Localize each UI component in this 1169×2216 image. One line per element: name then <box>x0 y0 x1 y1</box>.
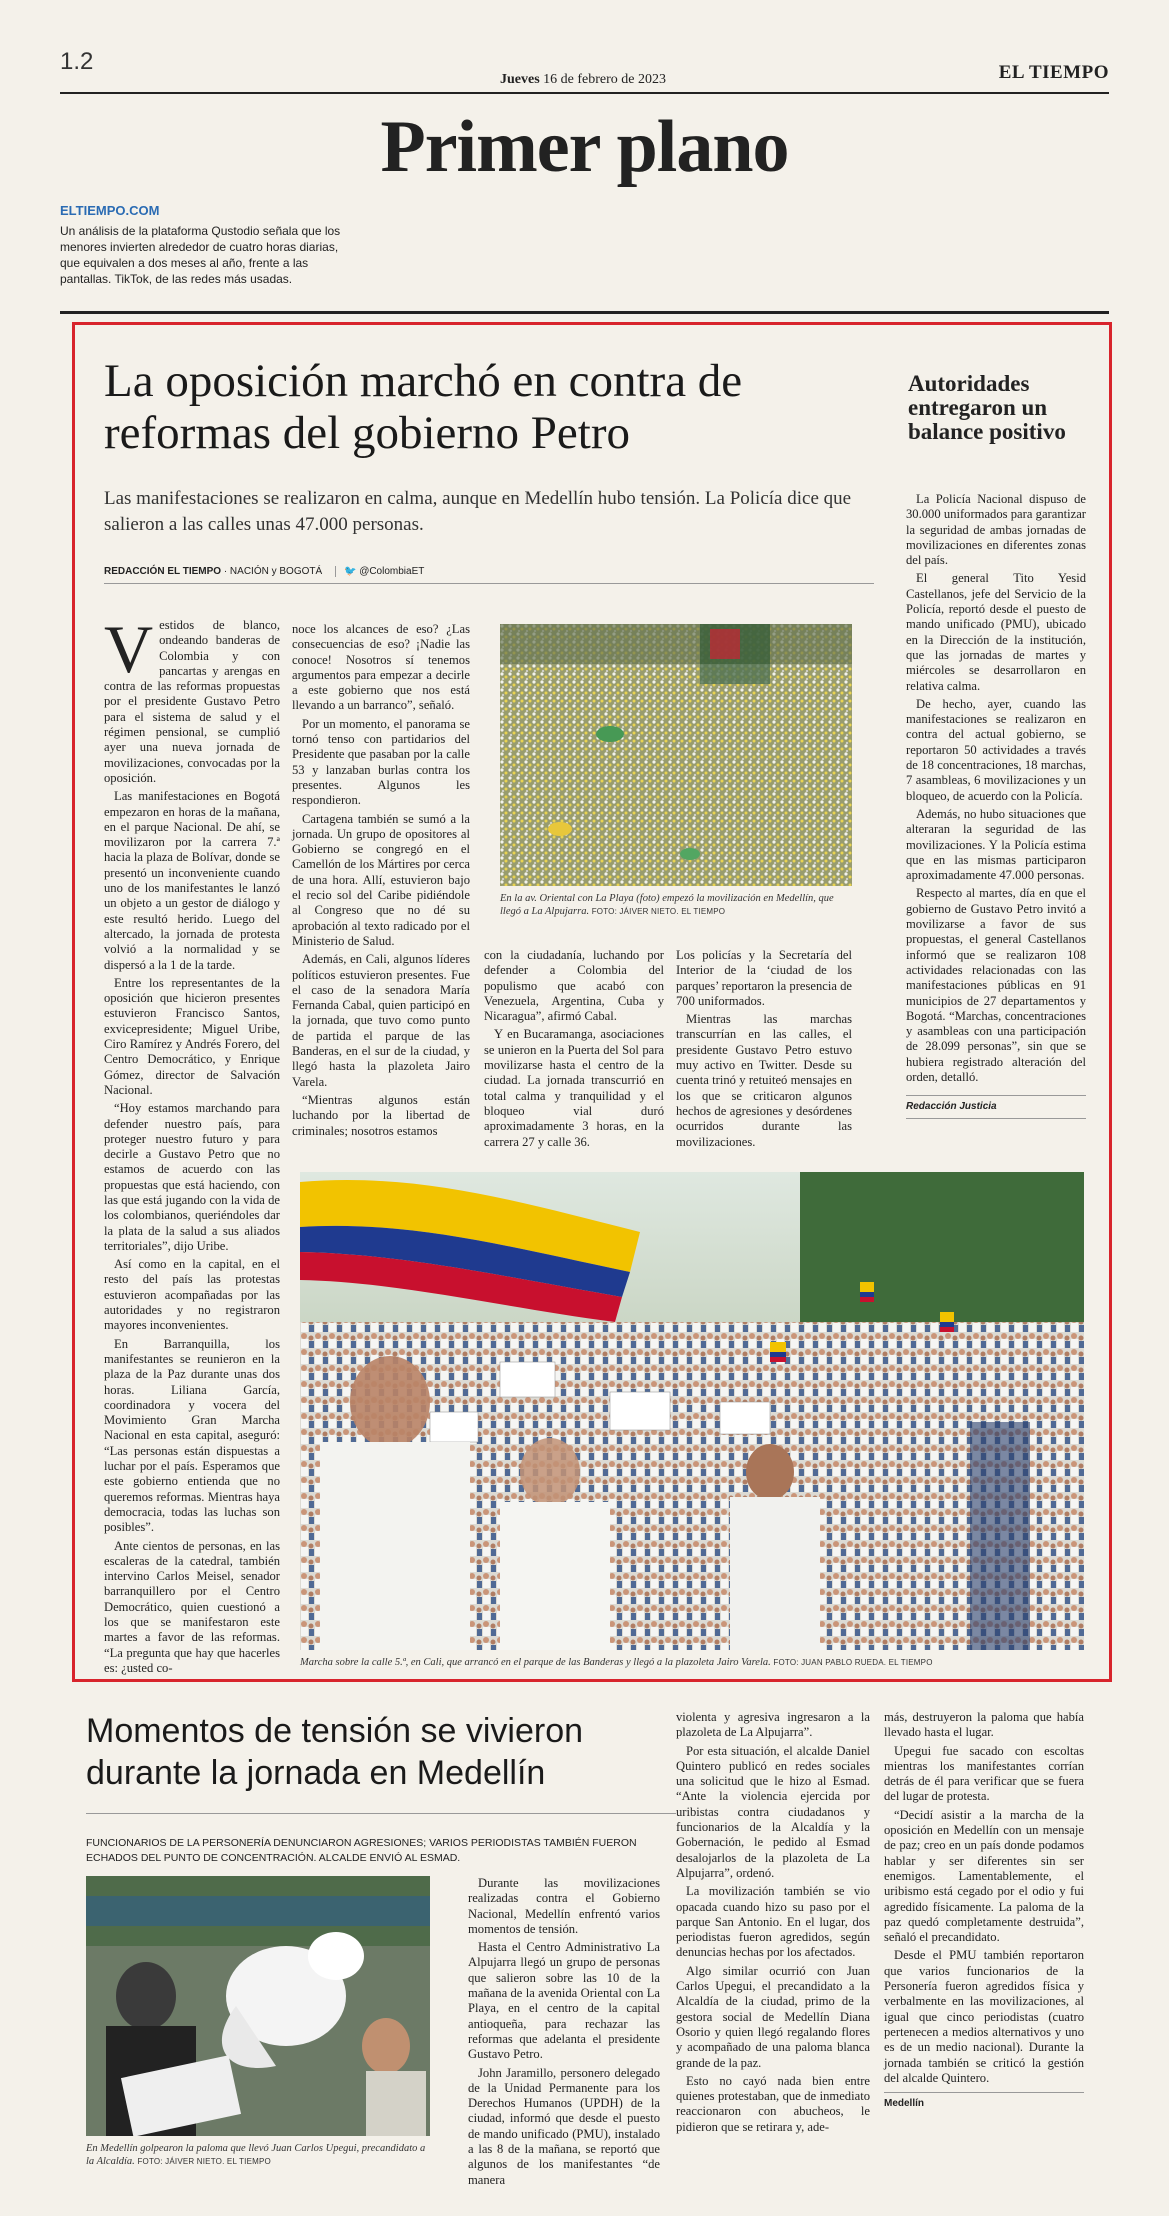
paragraph: Desde el PMU también reportaron que varios funcionarios de la Personería fueron agredidos física y verbalmente en las movilizaciones, al igual que cinco periodistas (cuatro pertenecen a medios alternativos y uno es de un medio nacional). Durante la jornada también se criticó la gestión del alcalde Quintero. <box>884 1948 1084 2085</box>
paragraph: De hecho, ayer, cuando las manifestaciones se realizaron en contra del actual gobierno, se reportaron 50 actividades a través de 18 concentraciones, 18 marchas, 7 asambleas, 6 movilizaciones y un bloqueo, de acuerdo con la Policía. <box>906 696 1086 803</box>
photo1-caption <box>500 892 852 918</box>
section-title: Primer plano <box>380 106 789 188</box>
paragraph: “Hoy estamos marchando para defender nuestro país, para proteger nuestro futuro y para decirle a Gustavo Petro que no estamos de acuerdo con las propuestas que está haciendo, con las que está jugando con la vida de los colombianos, queriéndoles dar la plata de la salud a sus aliados territoriales”, dijo Uribe. <box>104 1101 280 1253</box>
photo-credit: FOTO: JÁIVER NIETO. EL TIEMPO <box>137 2157 271 2166</box>
paragraph: En Barranquilla, los manifestantes se reunieron en la plaza de la Paz durante unas dos horas. Liliana García, coordinadora y vocera del Movimiento Gran Marcha Nacional en esta capital, aseguró: “Las personas están dispuestas a luchar por el país. Esperamos que este gobierno entienda que no queremos reformas. Mientras haya democracia, todas las luchas son posibles”. <box>104 1336 280 1535</box>
newspaper-brand: EL TIEMPO <box>998 62 1109 83</box>
byline-author: REDACCIÓN EL TIEMPO <box>104 566 222 577</box>
byline-places: · NACIÓN y BOGOTÁ <box>223 566 323 577</box>
web-tease-label[interactable]: ELTIEMPO.COM <box>60 203 160 218</box>
paragraph: violenta y agresiva ingresaron a la plazoleta de La Alpujarra”. <box>676 1710 870 1740</box>
twitter-icon: 🐦 <box>335 566 356 577</box>
second-kicker: FUNCIONARIOS DE LA PERSONERÍA DENUNCIARON AGRESIONES; VARIOS PERIODISTAS TAMBIÉN FUERON ECHADOS DEL PUNTO DE CONCENTRACIÓN. ALCALDE ENVIÓ AL ESMAD. <box>86 1837 637 1864</box>
paragraph: Entre los representantes de la oposición que hicieron presentes estuvieron Francisco Santos, exvicepresidente; Miguel Uribe, Ciro Ramírez y Andrés Forero, del Centro Democrático, y Enrique Gómez, director de Salvación Nacional. <box>104 975 280 1097</box>
main-byline <box>104 566 874 584</box>
second-column-3 <box>884 1710 1084 2111</box>
paragraph: John Jaramillo, personero delegado de la Unidad Permanente para los Derechos Humanos (UPDH) de la ciudad, informó que desde el puesto de mando unificado (PMU), instalado a las 8 de la mañana, se reportó que algunos de los manifestantes “de manera <box>468 2065 660 2187</box>
paragraph: Y en Bucaramanga, asociaciones se unieron en la Puerta del Sol para movilizarse hasta el centro de la ciudad. La jornada transcurrió en total calma y tranquilidad y el bloqueo vial duró aproximadamente 3 horas, en la carrera 27 y calle 36. <box>484 1027 664 1149</box>
paragraph: Las manifestaciones en Bogotá empezaron en horas de la mañana, en el parque Nacional. De ahí, se movilizaron por la carrera 7.ª hacia la plaza de Bolívar, donde se presentó un inconveniente cuando uno de los manifestantes le lanzó un objeto a un gestor de diálogo y este resultó herido. Luego del altercado, la jornada de protesta volvió a la normalidad y se dispersó a la 1 de la tarde. <box>104 789 280 972</box>
main-column-1 <box>104 611 280 1675</box>
paragraph: La Policía Nacional dispuso de 30.000 uniformados para garantizar la seguridad de ambas jornadas de movilizaciones en diferentes zonas del país. <box>906 492 1086 568</box>
date-rest: 16 de febrero de 2023 <box>543 72 667 87</box>
main-column-2 <box>292 622 470 1142</box>
date-day: Jueves <box>500 72 540 87</box>
paragraph: Además, no hubo situaciones que alteraran la seguridad de las movilizaciones. Y la Policía estima que en las mismas participaron aproximadamente 47.000 personas. <box>906 806 1086 883</box>
paragraph: Hasta el Centro Administrativo La Alpujarra llegó un grupo de personas que salieron sobre las 10 de la mañana de la avenida Oriental con La Playa, en el centro de la capital antioqueña, para rechazar las reformas que adelanta el presidente Gustavo Petro. <box>468 1940 660 2062</box>
paragraph: noce los alcances de eso? ¿Las consecuencias de eso? ¡Nadie las conoce! Nosotros sí tenemos argumentos para empezar a decirle a este gobierno que nos está llevando a un barranco”, señaló. <box>292 622 470 713</box>
second-signature: Medellín <box>884 2092 1084 2111</box>
photo3-caption <box>86 2142 430 2168</box>
sidebar-body <box>906 492 1086 1119</box>
paragraph: Upegui fue sacado con escoltas mientras los manifestantes corrían detrás de él para verificar que se fuera del lugar de protesta. <box>884 1743 1084 1804</box>
caption-text: Marcha sobre la calle 5.ª, en Cali, que arrancó en el parque de las Banderas y llegó a la plazoleta Jairo Varela. <box>300 1657 771 1668</box>
main-column-3 <box>484 948 664 1153</box>
paragraph: Los policías y la Secretaría del Interior de la ‘ciudad de los parques’ reportaron la presencia de 700 uniformados. <box>676 948 852 1008</box>
photo-cali-march <box>300 1172 1084 1650</box>
paragraph: “Decidí asistir a la marcha de la oposición en Medellín con un mensaje de paz; creo en un país donde podamos hablar y ser diferentes sin ser enemigos. Lamentablemente, el uribismo está cegado por el odio y fui agredido físicamente. La paloma de la paz quedó completamente destruida”, señaló el precandidato. <box>884 1807 1084 1945</box>
paragraph: El general Tito Yesid Castellanos, jefe del Servicio de la Policía, reportó desde el puesto de mando unificado (PMU), ubicado en la Dirección de la institución, que las jornadas de martes y miércoles se desarrollaron en relativa calma. <box>906 571 1086 693</box>
drop-cap: V <box>104 611 154 687</box>
web-tease-text: Un análisis de la plataforma Qustodio señala que los menores invierten alrededor de cuatro horas diarias, que equivalen a dos meses al año, frente a las pantallas. TikTok, de las redes más usadas. <box>60 224 341 286</box>
paragraph: Por un momento, el panorama se tornó tenso con partidarios del Presidente que pasaban por la calle 53 y lanzaban burlas contra los presentes. Algunos les respondieron. <box>292 716 470 808</box>
paragraph: “Mientras algunos están luchando por la libertad de criminales; nosotros estamos <box>292 1092 470 1138</box>
paragraph: Durante las movilizaciones realizadas contra el Gobierno Nacional, Medellín enfrentó varios momentos de tensión. <box>468 1876 660 1936</box>
photo-dove <box>86 1876 430 2136</box>
caption-text: En la av. Oriental con La Playa (foto) empezó la movilización en Medellín, que llegó a La Alpujarra. <box>500 893 834 917</box>
page-number: 1.2 <box>60 48 94 75</box>
main-subhead: Las manifestaciones se realizaron en calma, aunque en Medellín hubo tensión. La Policía dice que salieron a las calles unas 47.000 personas. <box>104 488 852 535</box>
paragraph: Por esta situación, el alcalde Daniel Quintero publicó en redes sociales una solicitud que le hizo al Esmad. “Ante la violencia ejercida por uribistas contra ciudadanos y funcionarios de la Alcaldía y la Gobernación, le pedido al Esmad desalojarlos de la plazoleta de La Alpujarra”, ordenó. <box>676 1743 870 1880</box>
march-photo-illustration <box>300 1172 1084 1650</box>
crowd-photo-illustration <box>500 624 852 886</box>
paragraph: Esto no cayó nada bien entre quienes protestaban, que de inmediato reaccionaron con abucheos, le pidieron que se retirara y, ade- <box>676 2073 870 2134</box>
paragraph: Algo similar ocurrió con Juan Carlos Upegui, el precandidato a la Alcaldía de la ciudad, primo de la gestora social de Medellín Diana Osorio y quien llegó regalando flores y acompañado de una paloma blanca grande de la paz. <box>676 1963 870 2070</box>
caption-text: En Medellín golpearon la paloma que llevó Juan Carlos Upegui, precandidato a la Alcaldía. <box>86 2143 426 2167</box>
byline-handle[interactable]: @ColombiaET <box>359 566 425 577</box>
dove-photo-illustration <box>86 1876 430 2136</box>
paragraph: Mientras las marchas transcurrían en las calles, el presidente Gustavo Petro estuvo muy activo en Twitter. Desde su cuenta trinó y retuiteó mensajes en los que se criticaron algunos hechos de agresiones y desórdenes ocurridos durante las movilizaciones. <box>676 1012 852 1149</box>
paragraph: Cartagena también se sumó a la jornada. Un grupo de opositores al Gobierno se congregó en el Camellón de los Mártires por cerca de una hora. Allí, estuvieron bajo el recio sol del Caribe pidiéndole al Congreso que no dé su aprobación al texto radicado por el Ministerio de Salud. <box>292 811 470 948</box>
paragraph: Ante cientos de personas, en las escaleras de la catedral, también intervino Carlos Meisel, senador barranquillero por el Centro Democrático, quien cuestionó a los que se manifestaron este martes a favor de las reformas. “La pregunta que hay que hacerles es: ¿usted co- <box>104 1538 280 1675</box>
second-column-1 <box>468 1876 660 2191</box>
second-kicker-rule <box>86 1813 676 1814</box>
photo-credit: FOTO: JUAN PABLO RUEDA. EL TIEMPO <box>773 1658 933 1667</box>
second-column-2 <box>676 1710 870 2138</box>
paragraph: Respecto al martes, día en que el gobierno de Gustavo Petro invitó a movilizarse a favor de sus propuestas, el general Castellanos informó que se realizaron 108 actividades relacionadas con las manifestaciones públicas en 91 municipios de 27 departamentos y Bogotá. “Marchas, concentraciones y asambleas con una participación de 28.099 personas”, sin que se hubiera registrado alteración del orden, detalló. <box>906 886 1086 1084</box>
sidebar-title: Autoridades entregaron un balance positivo <box>908 371 1066 444</box>
paragraph: más, destruyeron la paloma que había llevado hasta el lugar. <box>884 1710 1084 1740</box>
main-headline: La oposición marchó en contra de reformas del gobierno Petro <box>104 355 743 459</box>
paragraph: con la ciudadanía, luchando por defender a Colombia del populismo que acabó con Venezuela, Argentina, Cuba y Nicaragua”, afirmó Cabal. <box>484 948 664 1024</box>
paragraph: Así como en la capital, en el resto del país las protestas estuvieron acompañadas por las autoridades y no registraron mayores inconvenientes. <box>104 1257 280 1333</box>
edition-date <box>500 72 666 88</box>
photo2-caption <box>300 1656 1084 1669</box>
section-rule <box>60 311 1109 314</box>
sidebar-signature: Redacción Justicia <box>906 1095 1086 1118</box>
photo-medellin-march <box>500 624 852 886</box>
header-rule <box>60 92 1109 94</box>
second-headline: Momentos de tensión se vivieron durante la jornada en Medellín <box>86 1712 584 1792</box>
paragraph: La movilización también se vio opacada cuando hizo su paso por el parque San Antonio. En el lugar, dos periodistas fueron agredidos, según denuncias hechas por los afectados. <box>676 1884 870 1960</box>
photo-credit: FOTO: JÁIVER NIETO. EL TIEMPO <box>591 907 726 916</box>
paragraph: estidos de blanco, ondeando banderas de Colombia y con pancartas y arengas en contra de las reformas propuestas por el presidente Gustavo Petro para el sistema de salud y el régimen pensional, se cumplió ayer una nueva jornada de movilizaciones, convocadas por la oposición. <box>104 618 280 785</box>
paragraph: Además, en Cali, algunos líderes políticos estuvieron presentes. Fue el caso de la senadora María Fernanda Cabal, quien participó en la jornada, que tuvo como punto de partida el parque de las Banderas, en el sur de la ciudad, y llegó hasta la plazoleta Jairo Varela. <box>292 952 470 1089</box>
main-column-4 <box>676 948 852 1153</box>
